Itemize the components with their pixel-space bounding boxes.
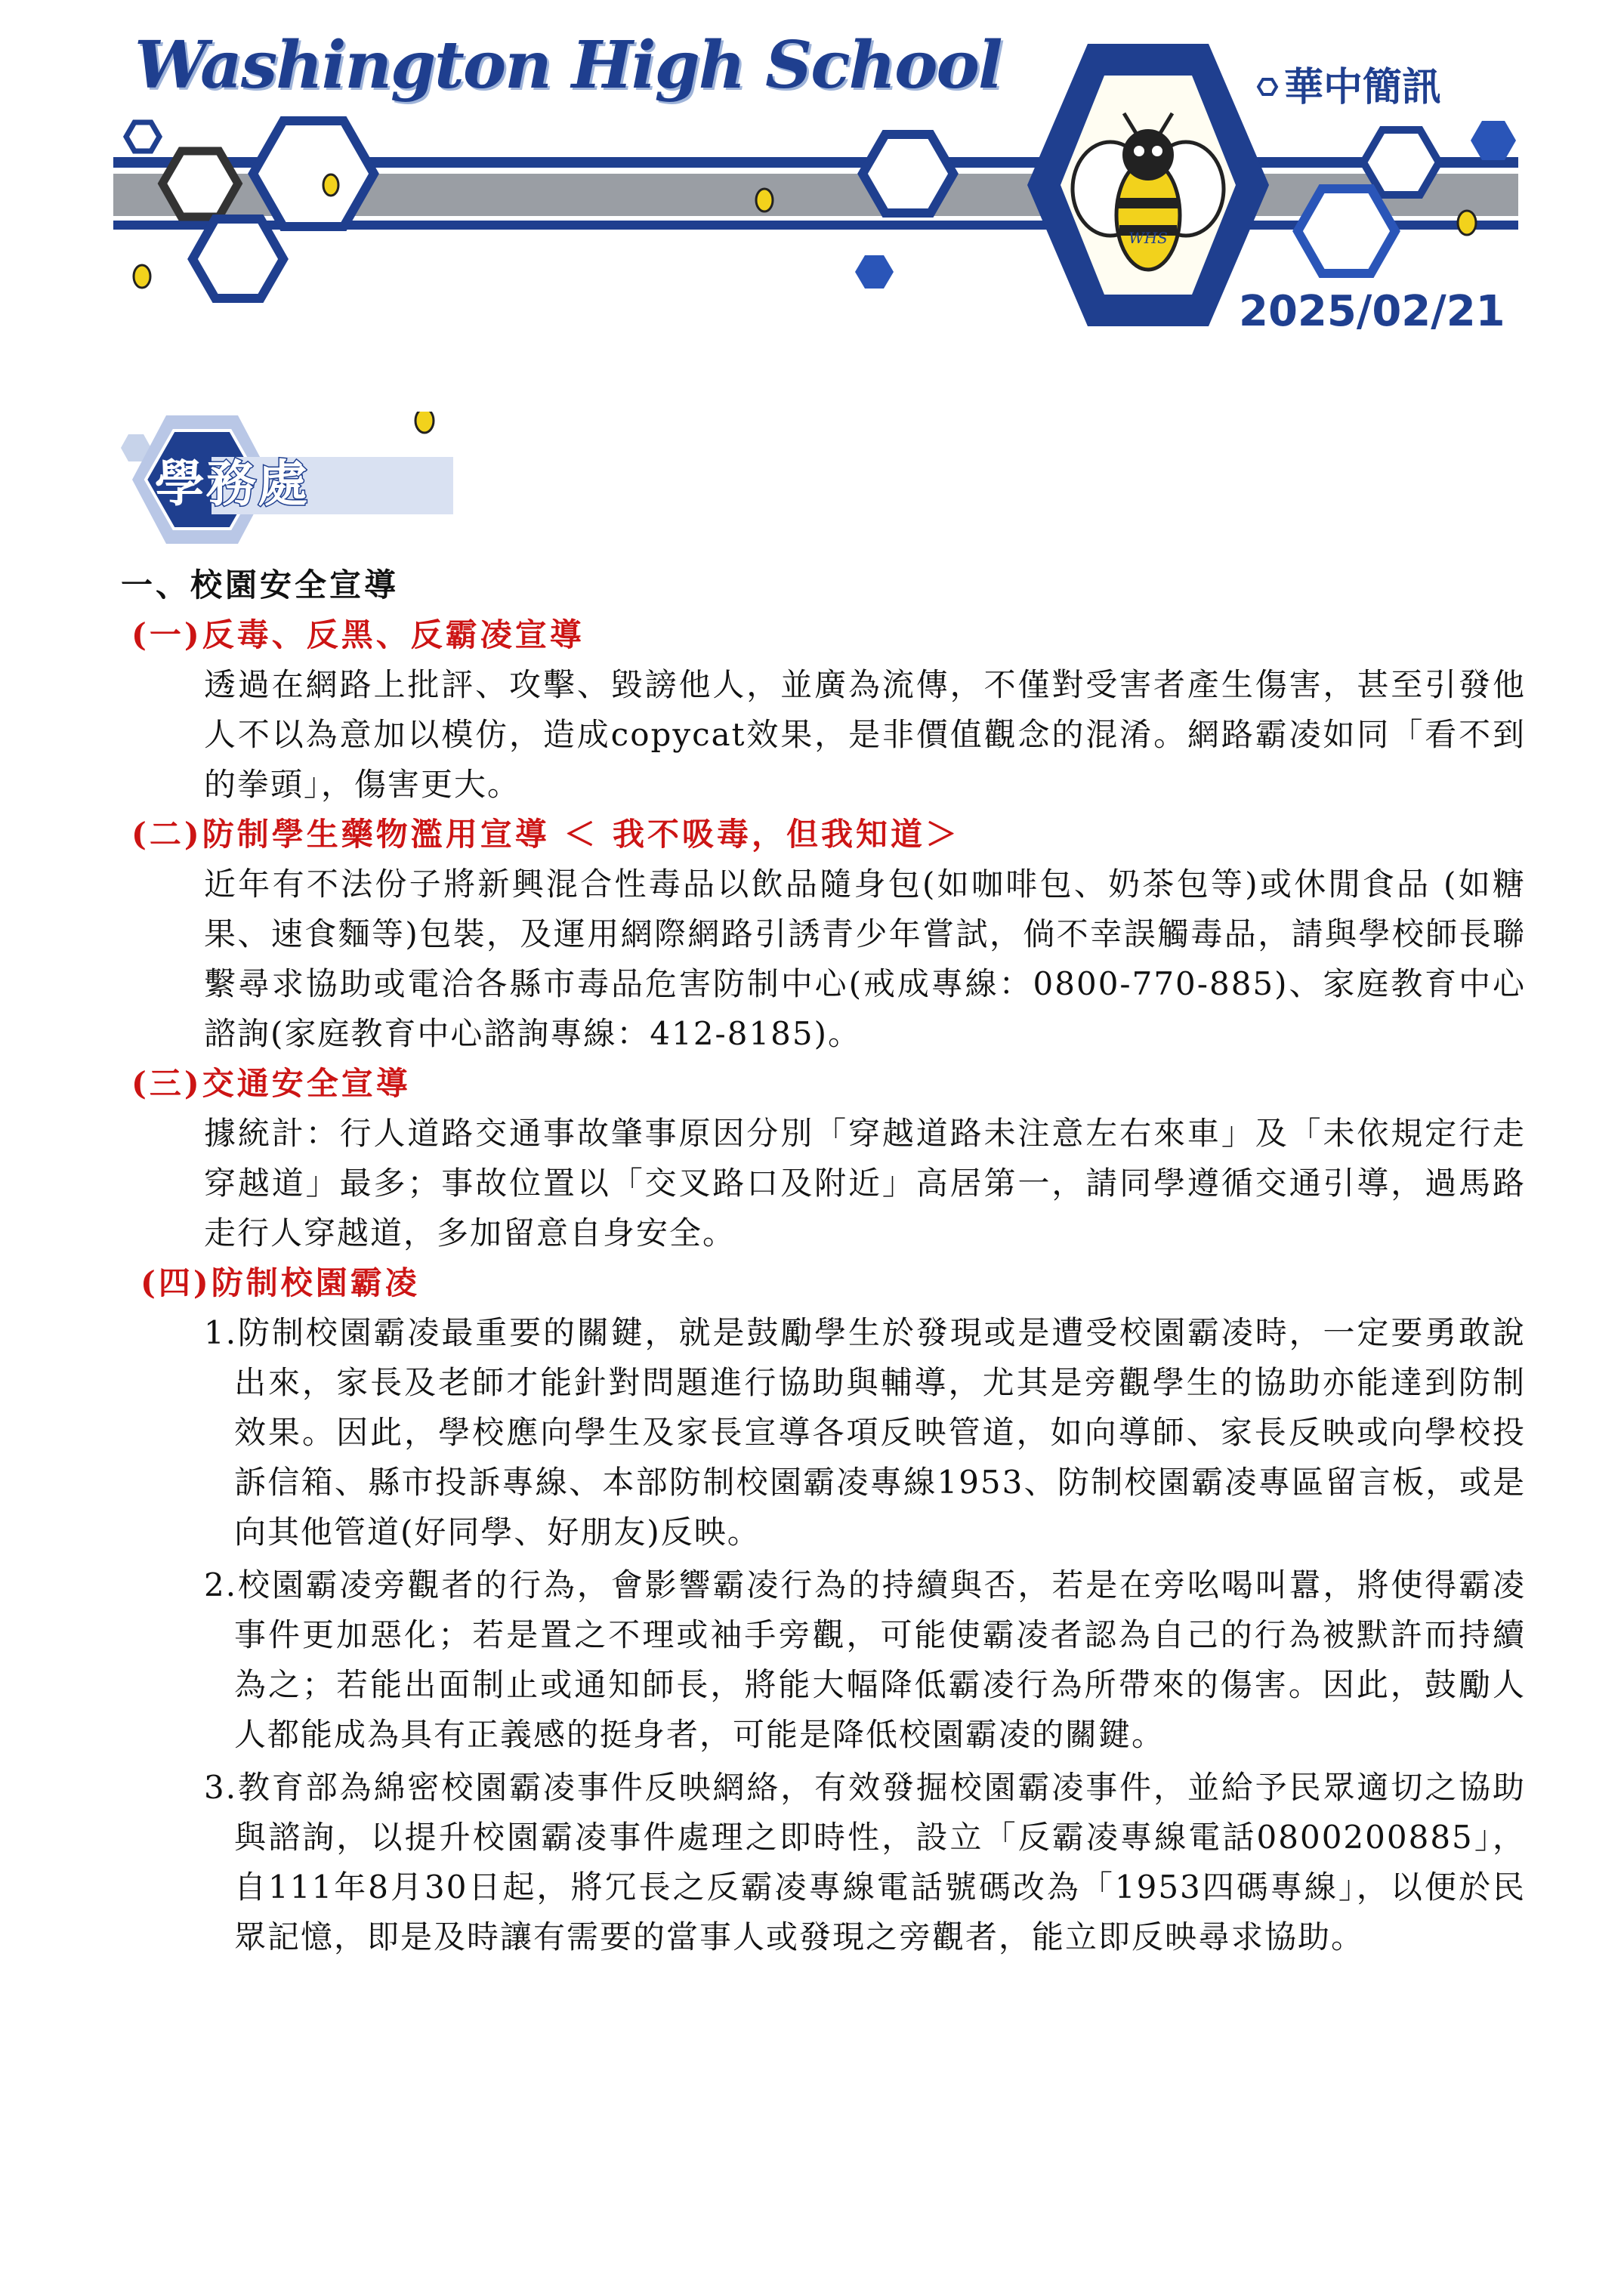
school-name: Washington High School <box>134 27 1002 103</box>
list-item: 3.教育部為綿密校園霸凌事件反映網絡，有效發掘校園霸凌事件，並給予民眾適切之協助與諮詢，以提升校園霸凌事件處理之即時性，設立「反霸凌專線電話0800200885」，自111年8月30日起，將冗長之反霸凌專線電話號碼改為「1953四碼專線」，以便於民眾記憶，即是及時讓有需要的當事人或發現之旁觀者，能立即反映尋求協助。 <box>204 1769 1526 1955</box>
hexagon-icon <box>126 122 159 151</box>
hexagon-icon <box>1363 130 1439 195</box>
newsletter-tagline: 華中簡訊 <box>1284 65 1442 110</box>
subsection-title: (二)防制學生藥物濫用宣導 ＜ 我不吸毒，但我知道＞ <box>131 816 960 853</box>
hexagon-icon <box>193 219 283 298</box>
list-item: 2.校園霸凌旁觀者的行為，會影響霸凌行為的持續與否，若是在旁吆喝叫囂，將使得霸凌事件更加惡化；若是置之不理或袖手旁觀，可能使霸凌者認為自己的行為被默許而持續為之；若能出面制止或通知師長，將能大幅降低霸凌行為所帶來的傷害。因此，鼓勵人人都能成為具有正義感的挺身者，可能是降低校園霸凌的關鍵。 <box>204 1566 1526 1753</box>
subsection-paragraph: 據統計：行人道路交通事故肇事原因分別「穿越道路未注意左右來車」及「未依規定行走穿越道」最多；事故位置以「交叉路口及附近」高居第一，請同學遵循交通引導，過馬路走行人穿越道，多加留意自身安全。 <box>204 1115 1526 1251</box>
hexagon-icon <box>1298 189 1395 273</box>
subsection-title: (三)交通安全宣導 <box>131 1065 411 1102</box>
newsletter-header <box>0 0 1624 355</box>
hexagon-icon <box>855 255 894 289</box>
hexagon-icon <box>162 151 238 217</box>
section-heading: 一、校園安全宣導 <box>121 566 400 603</box>
department-label: 學務處 <box>155 455 309 513</box>
subsection-title: (一)反毒、反黑、反霸凌宣導 <box>131 616 585 653</box>
issue-date: 2025/02/21 <box>1239 287 1505 336</box>
subsection-title: (四)防制校園霸凌 <box>140 1264 420 1301</box>
hexagon-icon <box>253 121 374 227</box>
logo-text: WHS <box>1128 229 1168 247</box>
subsection-paragraph: 透過在網路上批評、攻擊、毀謗他人，並廣為流傳，不僅對受害者產生傷害，甚至引發他人不以為意加以模仿，造成copycat效果，是非價值觀念的混淆。網路霸凌如同「看不到的拳頭」，傷害更大。 <box>204 666 1526 803</box>
list-item: 1.防制校園霸凌最重要的關鍵，就是鼓勵學生於發現或是遭受校園霸凌時，一定要勇敢說出來，家長及老師才能針對問題進行協助與輔導，尤其是旁觀學生的協助亦能達到防制效果。因此，學校應向學生及家長宣導各項反映管道，如向導師、家長反映或向學校投訴信箱、縣市投訴專線、本部防制校園霸凌專線1953、防制校園霸凌專區留言板，或是向其他管道(好同學、好朋友)反映。 <box>204 1314 1526 1551</box>
hexagon-icon <box>863 134 953 213</box>
hexagon-icon <box>1471 121 1516 160</box>
tagline-hexagon-icon <box>1258 79 1277 94</box>
subsection-paragraph: 近年有不法份子將新興混合性毒品以飲品隨身包(如咖啡包、奶茶包等)或休閒食品 (如糖果、速食麵等)包裝，及運用網際網路引誘青少年嘗試，倘不幸誤觸毒品，請與學校師長聯繫尋求協助或電洽各縣市毒品危害防制中心(戒成專線：0800-770-885)、家庭教育中心諮詢(家庭教育中心諮詢專線：412-8185)。 <box>204 866 1526 1052</box>
newsletter-body <box>121 560 1526 1965</box>
